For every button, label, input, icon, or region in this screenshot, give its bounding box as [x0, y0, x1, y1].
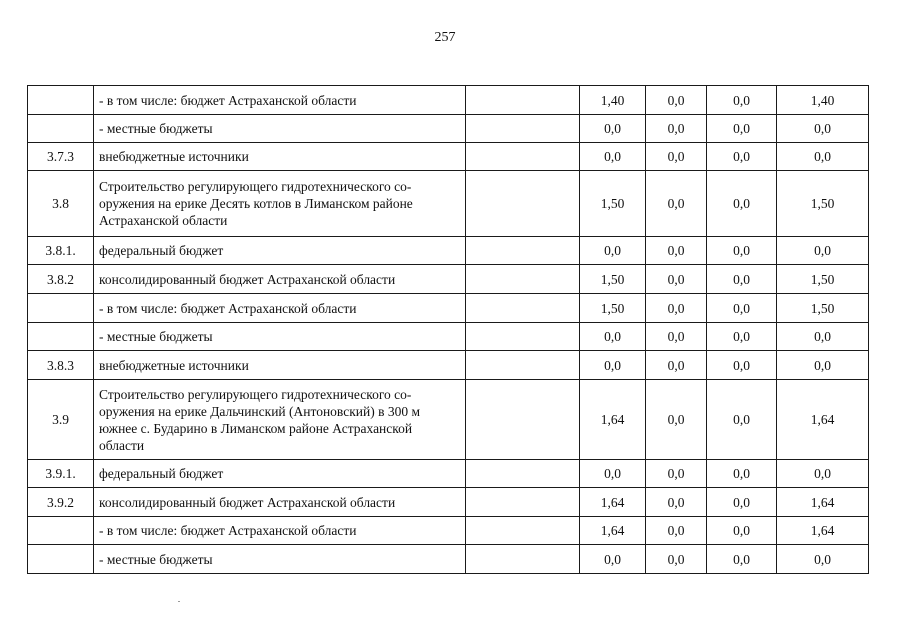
table-row: [28, 237, 869, 265]
row-value-3: 0,0: [707, 265, 777, 294]
row-empty-cell: [466, 545, 580, 574]
row-name: - в том числе: бюджет Астраханской области: [94, 517, 466, 545]
row-empty-cell: [466, 323, 580, 351]
row-value-3: 0,0: [707, 294, 777, 323]
row-name: Строительство регулирующего гидротехнического со- оружения на ерике Десять котлов в Лиманском районе Астраханской области: [94, 171, 466, 237]
table-row: [28, 171, 869, 237]
row-name: - местные бюджеты: [94, 545, 466, 574]
table-row: [28, 265, 869, 294]
row-value-3: 0,0: [707, 460, 777, 488]
row-code: 3.8.1.: [28, 237, 94, 265]
row-name: консолидированный бюджет Астраханской области: [94, 265, 466, 294]
row-value-1: 1,64: [580, 517, 646, 545]
row-code: 3.7.3: [28, 143, 94, 171]
budget-table: [27, 85, 869, 574]
row-code: 3.9: [28, 380, 94, 460]
row-name: - в том числе: бюджет Астраханской области: [94, 86, 466, 115]
row-empty-cell: [466, 265, 580, 294]
row-value-2: 0,0: [646, 237, 707, 265]
row-empty-cell: [466, 351, 580, 380]
row-value-4: 0,0: [777, 237, 869, 265]
table-row: [28, 460, 869, 488]
row-name: федеральный бюджет: [94, 237, 466, 265]
row-value-2: 0,0: [646, 294, 707, 323]
row-value-1: 0,0: [580, 115, 646, 143]
row-name: консолидированный бюджет Астраханской области: [94, 488, 466, 517]
row-value-4: 1,50: [777, 265, 869, 294]
table-row: [28, 380, 869, 460]
row-empty-cell: [466, 517, 580, 545]
row-empty-cell: [466, 115, 580, 143]
table-row: [28, 294, 869, 323]
row-value-1: 1,64: [580, 488, 646, 517]
row-code: 3.8: [28, 171, 94, 237]
row-value-2: 0,0: [646, 488, 707, 517]
row-empty-cell: [466, 488, 580, 517]
row-value-4: 0,0: [777, 545, 869, 574]
row-value-2: 0,0: [646, 460, 707, 488]
row-value-2: 0,0: [646, 351, 707, 380]
row-code: 3.8.3: [28, 351, 94, 380]
row-value-2: 0,0: [646, 380, 707, 460]
row-value-2: 0,0: [646, 171, 707, 237]
row-name: внебюджетные источники: [94, 143, 466, 171]
row-value-1: 0,0: [580, 460, 646, 488]
row-name: внебюджетные источники: [94, 351, 466, 380]
row-value-4: 0,0: [777, 460, 869, 488]
row-value-4: 1,50: [777, 171, 869, 237]
table-row: [28, 115, 869, 143]
row-empty-cell: [466, 86, 580, 115]
row-value-3: 0,0: [707, 351, 777, 380]
row-value-1: 1,64: [580, 380, 646, 460]
row-empty-cell: [466, 460, 580, 488]
row-value-1: 1,50: [580, 294, 646, 323]
row-value-1: 0,0: [580, 545, 646, 574]
table-row: [28, 517, 869, 545]
row-code: 3.8.2: [28, 265, 94, 294]
scan-speck: [178, 601, 180, 602]
row-code: [28, 517, 94, 545]
row-value-1: 1,40: [580, 86, 646, 115]
budget-table-body: [28, 86, 869, 574]
row-value-2: 0,0: [646, 323, 707, 351]
row-value-1: 0,0: [580, 237, 646, 265]
row-value-3: 0,0: [707, 143, 777, 171]
row-value-3: 0,0: [707, 323, 777, 351]
row-value-2: 0,0: [646, 115, 707, 143]
row-value-3: 0,0: [707, 115, 777, 143]
row-value-4: 1,40: [777, 86, 869, 115]
row-value-1: 0,0: [580, 323, 646, 351]
row-value-4: 1,64: [777, 488, 869, 517]
row-name: - местные бюджеты: [94, 323, 466, 351]
row-value-4: 1,50: [777, 294, 869, 323]
row-value-2: 0,0: [646, 86, 707, 115]
row-name: - местные бюджеты: [94, 115, 466, 143]
row-value-4: 0,0: [777, 115, 869, 143]
row-value-3: 0,0: [707, 517, 777, 545]
row-empty-cell: [466, 237, 580, 265]
row-value-4: 0,0: [777, 143, 869, 171]
row-code: [28, 294, 94, 323]
table-row: [28, 323, 869, 351]
table-row: [28, 86, 869, 115]
page-number: 257: [434, 30, 456, 45]
row-code: 3.9.2: [28, 488, 94, 517]
row-value-4: 1,64: [777, 517, 869, 545]
row-value-4: 0,0: [777, 323, 869, 351]
row-empty-cell: [466, 294, 580, 323]
table-row: [28, 351, 869, 380]
row-value-1: 0,0: [580, 143, 646, 171]
row-value-4: 1,64: [777, 380, 869, 460]
row-code: [28, 545, 94, 574]
table-row: [28, 545, 869, 574]
row-value-3: 0,0: [707, 86, 777, 115]
row-name: Строительство регулирующего гидротехнического со- оружения на ерике Дальчинский (Антоновский) в 300 м южнее с. Бударино в Лиманском районе Астраханской области: [94, 380, 466, 460]
row-value-3: 0,0: [707, 380, 777, 460]
row-code: 3.9.1.: [28, 460, 94, 488]
row-name: федеральный бюджет: [94, 460, 466, 488]
row-code: [28, 86, 94, 115]
row-name: - в том числе: бюджет Астраханской области: [94, 294, 466, 323]
row-value-3: 0,0: [707, 237, 777, 265]
row-value-1: 0,0: [580, 351, 646, 380]
row-value-2: 0,0: [646, 143, 707, 171]
row-code: [28, 115, 94, 143]
row-value-1: 1,50: [580, 171, 646, 237]
table-row: [28, 143, 869, 171]
row-empty-cell: [466, 143, 580, 171]
row-value-3: 0,0: [707, 171, 777, 237]
row-empty-cell: [466, 380, 580, 460]
row-value-4: 0,0: [777, 351, 869, 380]
row-value-2: 0,0: [646, 517, 707, 545]
row-code: [28, 323, 94, 351]
row-value-3: 0,0: [707, 488, 777, 517]
row-empty-cell: [466, 171, 580, 237]
row-value-2: 0,0: [646, 545, 707, 574]
row-value-3: 0,0: [707, 545, 777, 574]
row-value-1: 1,50: [580, 265, 646, 294]
row-value-2: 0,0: [646, 265, 707, 294]
table-row: [28, 488, 869, 517]
